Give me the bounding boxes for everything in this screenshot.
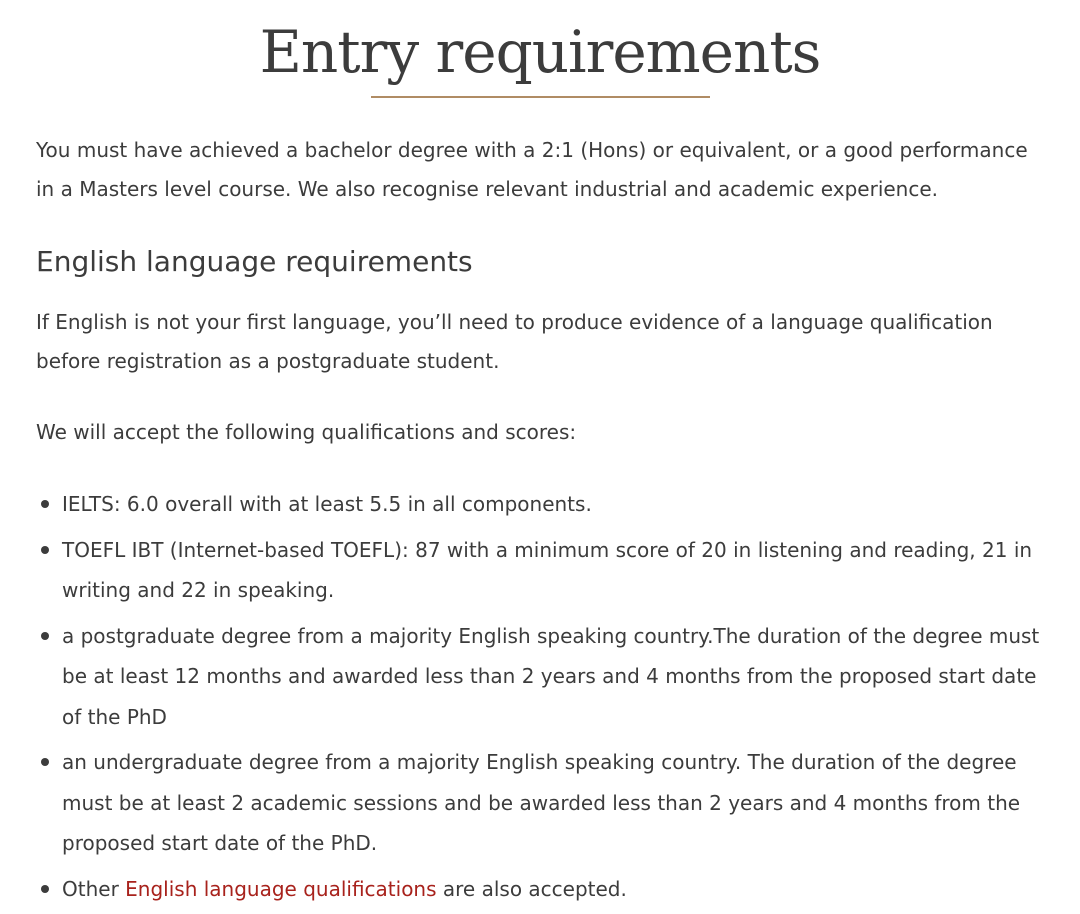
qualification-text: IELTS: 6.0 overall with at least 5.5 in all components. (62, 492, 592, 516)
bullet-icon (41, 758, 49, 766)
qualification-item-toefl (36, 530, 1056, 611)
bullet-icon (41, 632, 49, 640)
qualifications-list (36, 484, 1056, 914)
qualification-text: an undergraduate degree from a majority English speaking country. The duration of the degree must be at least 2 academic sessions and be awarded less than 2 years and 4 months from the proposed start date of the PhD. (62, 750, 1021, 855)
title-underline-rule (371, 96, 710, 98)
bullet-icon (41, 500, 49, 508)
qualification-text: TOEFL IBT (Internet-based TOEFL): 87 with a minimum score of 20 in listening and reading, 21 in writing and 22 in speaking. (62, 537, 1033, 602)
english-language-heading: English language requirements (36, 245, 473, 278)
qualification-item-ielts (36, 484, 1056, 525)
accepted-qualifications-intro: We will accept the following qualifications and scores: (36, 420, 577, 444)
qualification-item-other (36, 869, 1056, 910)
qualification-item-undergraduate-degree (36, 742, 1056, 864)
qualification-text: a postgraduate degree from a majority English speaking country.The duration of the degree must be at least 12 months and awarded less than 2 years and 4 months from the proposed start date of the PhD (62, 623, 1040, 729)
page-title: Entry requirements (259, 18, 821, 86)
english-language-intro: If English is not your first language, you’ll need to produce evidence of a language qualification before registration as a postgraduate student. (36, 310, 993, 373)
qualification-item-postgraduate-degree (36, 616, 1056, 738)
other-prefix-text: Other (62, 876, 126, 901)
bullet-icon (41, 546, 49, 554)
english-language-qualifications-link[interactable]: English language qualifications (125, 876, 437, 901)
entry-intro-text: You must have achieved a bachelor degree with a 2:1 (Hons) or equivalent, or a good performance in a Masters level course. We also recognise relevant industrial and academic experience. (36, 138, 1028, 201)
bullet-icon (41, 885, 49, 893)
title-wrap (0, 10, 1080, 94)
other-suffix-text: are also accepted. (436, 876, 627, 901)
